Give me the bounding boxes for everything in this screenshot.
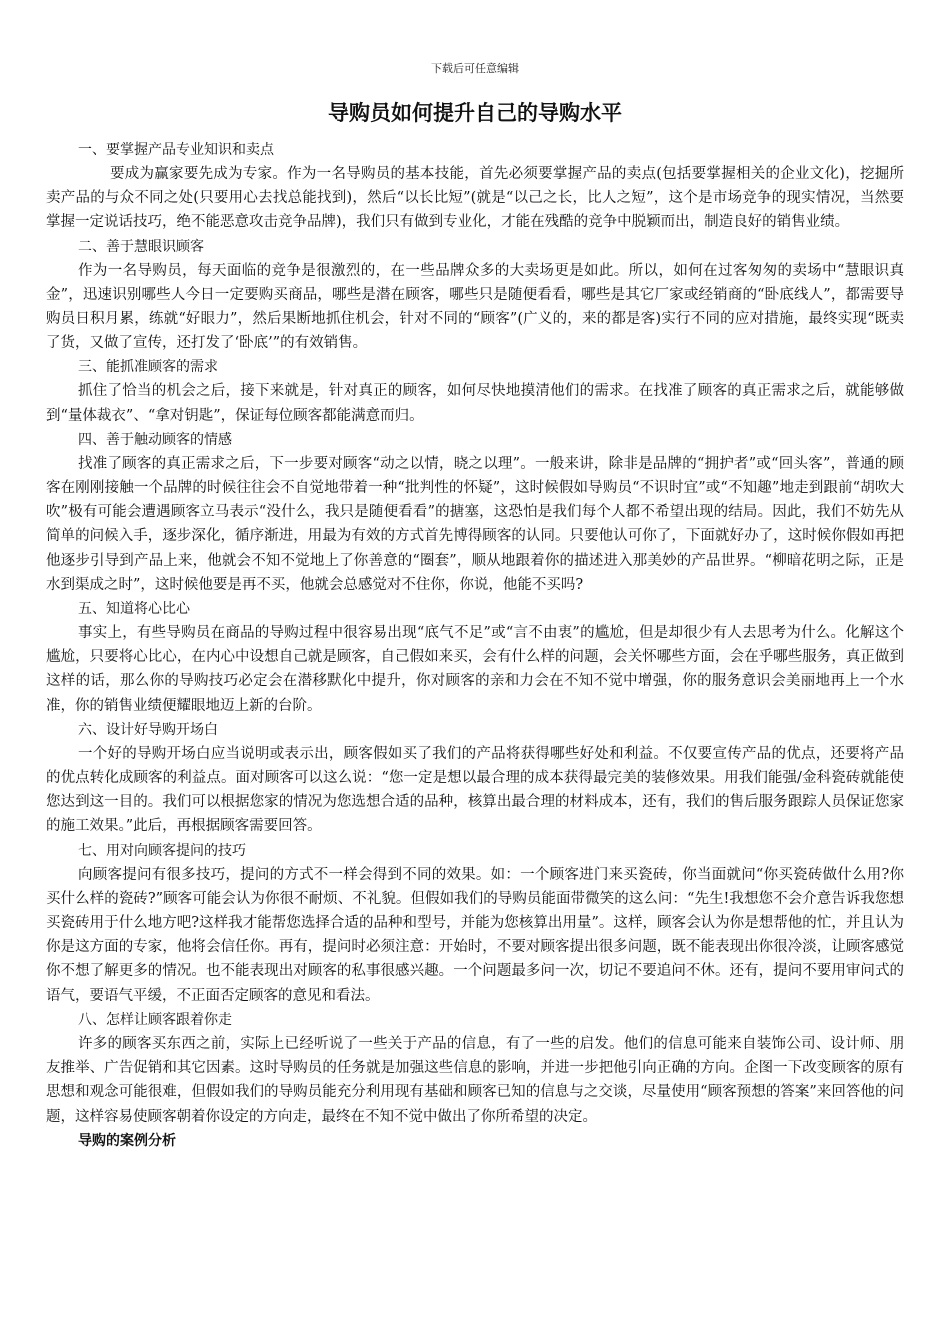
section-heading: 一、要掌握产品专业知识和卖点 xyxy=(78,142,274,158)
header-note: 下载后可任意编辑 xyxy=(431,62,519,75)
section-heading: 六、设计好导购开场白 xyxy=(78,721,218,738)
section-5 xyxy=(46,597,904,718)
section-heading: 五、知道将心比心 xyxy=(78,601,190,618)
section-paragraph: 找准了顾客的真正需求之后，下一步要对顾客“动之以情，晓之以理”。一般来讲，除非是品牌的“拥护者”或“回头客”，普通的顾客在刚刚接触一个品牌的时候往往会不自觉地带着一种“批判性的怀疑”，这时候假如导购员“不识时宜”或“不知趣”地走到跟前“胡吹大吹”极有可能会遭遇顾客立马表示“没什么，我只是随便看看”的搪塞，这恐怕是我们每个人都不希望出现的结局。因此，我们不妨先从简单的问候入手，逐步深化，循序渐进，用最为有效的方式首先博得顾客的认同。只要他认可你了，下面就好办了，这时候你假如再把他逐步引导到产品上来，他就会不知不觉地上了你善意的“圈套”，顺从地跟着你的描述进入那美妙的产品世界。“柳暗花明之际，正是水到渠成之时”，这时候他要是再不买，他就会总感觉对不住你，你说，他能不买吗? xyxy=(46,455,904,593)
section-paragraph: 作为一名导购员，每天面临的竞争是很激烈的，在一些品牌众多的大卖场更是如此。所以，如何在过客匆匆的卖场中“慧眼识真金”，迅速识别哪些人今日一定要购买商品，哪些是潜在顾客，哪些只是随便看看，哪些是其它厂家或经销商的“卧底线人”，都需要导购员日积月累，练就“好眼力”，然后果断地抓住机会，针对不同的“顾客”(广义的，来的都是客)实行不同的应对措施，最终实现“既卖了货，又做了宣传，还打发了‘卧底’”的有效销售。 xyxy=(46,262,904,352)
section-2 xyxy=(46,235,904,356)
section-paragraph: 事实上，有些导购员在商品的导购过程中很容易出现“底气不足”或“言不由衷”的尴尬，但是却很少有人去思考为什么。化解这个尴尬，只要将心比心，在内心中设想自己就是顾客，自己假如来买，会有什么样的问题，会关怀哪些方面，会在乎哪些服务，真正做到这样的话，那么你的导购技巧必定会在潜移默化中提升，你对顾客的亲和力会在不知不觉中增强，你的服务意识会美丽地再上一个水准，你的销售业绩便耀眼地迈上新的台阶。 xyxy=(46,625,904,714)
document-title: 导购员如何提升自己的导购水平 xyxy=(328,101,622,125)
section-6 xyxy=(46,718,904,839)
document-page xyxy=(46,62,904,1153)
section-heading: 二、善于慧眼识顾客 xyxy=(78,238,204,255)
section-4 xyxy=(46,428,904,597)
section-heading: 三、能抓准顾客的需求 xyxy=(78,359,218,376)
section-heading: 四、善于触动顾客的情感 xyxy=(78,431,232,448)
section-3 xyxy=(46,355,904,427)
section-paragraph: 许多的顾客买东西之前，实际上已经听说了一些关于产品的信息，有了一些的启发。他们的信息可能来自装饰公司、设计师、朋友推举、广告促销和其它因素。这时导购员的任务就是加强这些信息的影响，并进一步把他引向正确的方向。企图一下改变顾客的原有思想和观念可能很难，但假如我们的导购员能充分利用现有基础和顾客已知的信息与之交谈，尽量使用“顾客预想的答案”来回答他的问题，这样容易使顾客朝着你设定的方向走，最终在不知不觉中做出了你所希望的决定。 xyxy=(46,1035,904,1125)
section-paragraph: 要成为赢家要先成为专家。作为一名导购员的基本技能，首先必须要掌握产品的卖点(包括要掌握相关的企业文化)，挖掘所卖产品的与众不同之处(只要用心去找总能找到)，然后“以长比短”(就是“以己之长，比人之短”，这个是市场竞争的现实情况，当然要掌握一定说话技巧，绝不能恶意攻击竞争品牌)，我们只有做到专业化，才能在残酷的竞争中脱颖而出，制造良好的销售业绩。 xyxy=(46,166,904,231)
section-7 xyxy=(46,839,904,1008)
section-heading: 七、用对向顾客提问的技巧 xyxy=(78,842,246,859)
section-8 xyxy=(46,1008,904,1129)
case-analysis-heading: 导购的案例分析 xyxy=(78,1132,176,1149)
section-paragraph: 抓住了恰当的机会之后，接下来就是，针对真正的顾客，如何尽快地摸清他们的需求。在找准了顾客的真正需求之后，就能够做到“量体裁衣”、“拿对钥匙”，保证每位顾客都能满意而归。 xyxy=(46,383,904,424)
section-1 xyxy=(46,138,904,235)
section-heading: 八、怎样让顾客跟着你走 xyxy=(78,1011,232,1028)
section-paragraph: 向顾客提问有很多技巧，提问的方式不一样会得到不同的效果。如：一个顾客进门来买瓷砖，你当面就问“你买瓷砖做什么用?你买什么样的瓷砖?”顾客可能会认为你很不耐烦、不礼貌。但假如我们的导购员能面带微笑的这么问：“先生!我想您不会介意告诉我您想买瓷砖用于什么地方吧?这样我才能帮您选择合适的品种和型号，并能为您核算出用量”。这样，顾客会认为你是想帮他的忙，并且认为你是这方面的专家，他将会信任你。再有，提问时必须注意：开始时，不要对顾客提出很多问题，既不能表现出你很冷淡，让顾客感觉你不想了解更多的情况。也不能表现出对顾客的私事很感兴趣。一个问题最多问一次，切记不要追问不休。还有，提问不要用审问式的语气，要语气平缓，不正面否定顾客的意见和看法。 xyxy=(46,866,904,1004)
section-paragraph: 一个好的导购开场白应当说明或表示出，顾客假如买了我们的产品将获得哪些好处和利益。不仅要宣传产品的优点，还要将产品的优点转化成顾客的利益点。面对顾客可以这么说：“您一定是想以最合理的成本获得最完美的装修效果。用我们能强/金科瓷砖就能使您达到这一目的。我们可以根据您家的情况为您选想合适的品种，核算出最合理的材料成本，还有，我们的售后服务跟踪人员保证您家的施工效果。”此后，再根据顾客需要回答。 xyxy=(46,745,904,835)
